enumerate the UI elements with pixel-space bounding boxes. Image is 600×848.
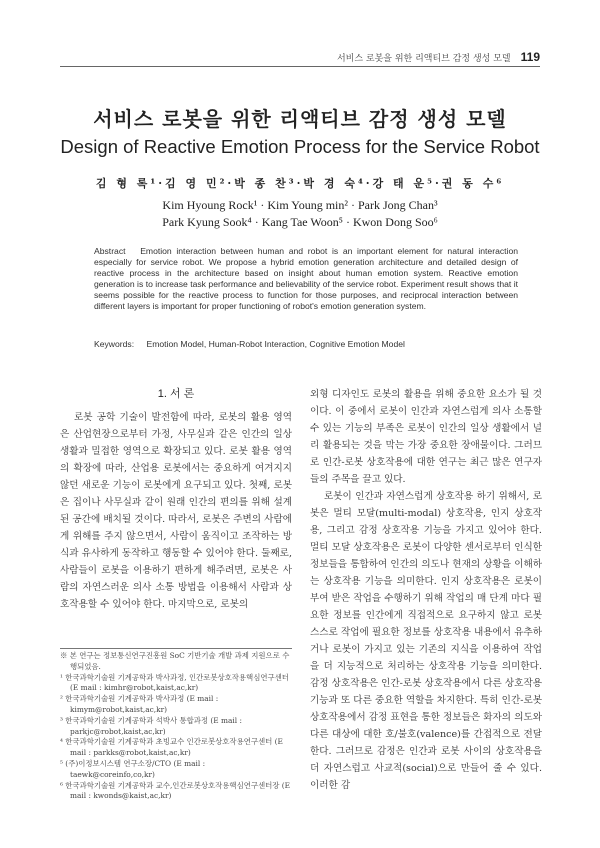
section-title: 1. 서 론 [157, 388, 195, 400]
body-paragraph: 로봇이 인간과 자연스럽게 상호작용 하기 위해서, 로봇은 멀티 모달(multi-modal) 상호작용, 인지 상호작용, 그리고 감정 상호작용 기능을 가지고 있어야 한다. 멀티 모달 상호작용은 로봇이 다양한 센서로부터 인식한 정보들을 통합하여 인간의 의도나 현재의 상황을 이해하는 상호작용 기능을 의미한다. 인지 상호작용은 로봇이 부여 받은 작업을 수행하기 위해 작업의 매 단계 마다 필요한 정보를 인간에게 직접적으로 요구하지 않고 로봇 스스로 작업에 필요한 정보를 상호작용 내용에서 유추하거나 로봇이 가지고 있는 기존의 지식을 이용하여 작업을 더 지능적으로 처리하는 상호작용 기능을 의미한다. 감정 상호작용은 인간-로봇 상호작용에서 다른 상호작용 기능과 또 다른 중요한 역할을 차지한다. 특히 인간-로봇 상호작용에서 감정 표현을 통한 정보들은 화자의 의도와 다른 대상에 대한 호/불호(valence)를 간접적으로 전달한다. 그러므로 감정은 인간과 로봇 사이의 상호작용을 더 자연스럽고 사교적(social)으로 만들어 줄 수 있다. 이러한 감 [310, 491, 542, 791]
keywords-text: Emotion Model, Human-Robot Interaction, Cognitive Emotion Model [146, 339, 405, 349]
footnote: ⁵ (주)이정보시스템 연구소장/CTO (E mail : taewk@coreinfo,co,kr) [60, 758, 206, 779]
authors-english-line-2: Park Kyung Sook⁴ · Kang Tae Woon⁵ · Kwon Dong Soo⁶ [162, 215, 438, 229]
authors-english-line-1: Kim Hyoung Rock¹ · Kim Young min² · Park Jong Chan³ [162, 198, 438, 212]
running-header [60, 44, 540, 64]
title-korean: 서비스 로봇을 위한 리액티브 감정 생성 모델 [93, 107, 507, 131]
title-english: Design of Reactive Emotion Process for the Service Robot [60, 136, 540, 157]
right-column [310, 386, 542, 794]
abstract-text: Emotion interaction between human and robot is an important element for natural interaction especially for service robot. We propose a hybrid emotion generation architecture and detailed design of reactive process in the architecture based on insight about human emotion system. Reactive emotion generation is to increase task performance and believability of the service robot. Experiment result shows that it seems possible for the reactive process to function for those purposes, and reciprocal interaction between different layers is important for proper functioning of robot's emotion generation system. [94, 246, 518, 311]
footnote-rule [60, 648, 292, 649]
keywords-label: Keywords: [94, 339, 135, 349]
running-title: 서비스 로봇을 위한 리액티브 감정 생성 모델 [336, 54, 511, 64]
footnote: ⁴ 한국과학기술원 기계공학과 초빙교수 인간로봇상호작용연구센터 (E mail : parkks@robot,kaist,ac,kr) [60, 737, 283, 758]
authors-english [0, 197, 600, 231]
footnote: ⁶ 한국과학기술원 기계공학과 교수,인간로봇상호작용핵심연구센터장 (E mail : kwonds@kaist,ac,kr) [60, 780, 291, 801]
left-column [60, 386, 292, 613]
footnote: ※ 본 연구는 정보통신연구진흥원 SoC 기반기술 개발 과제 지원으로 수행되었음. [60, 651, 290, 671]
body-paragraph: 외형 디자인도 로봇의 활용을 위해 중요한 요소가 될 것이다. 이 중에서 로봇이 인간과 자연스럽게 의사 소통할 수 있는 기능의 부족은 로봇이 인간의 일상 생활에서 널리 활용되는 것을 막는 가장 중요한 장애물이다. 그러므로 인간-로봇 상호작용에 대한 연구는 최근 많은 연구자들의 주목을 끌고 있다. [310, 389, 542, 485]
keywords [94, 339, 518, 349]
page-number: 119 [520, 50, 540, 64]
footnote: ³ 한국과학기술원 기계공학과 석박사 통합과정 (E mail : parkjc@robot,kaist,ac,kr) [60, 715, 242, 736]
footnote: ² 한국과학기술원 기계공학과 박사과정 (E mail : kimym@robot,kaist,ac,kr) [60, 694, 219, 714]
abstract [94, 246, 518, 312]
footnotes [60, 651, 292, 802]
header-rule [60, 66, 540, 67]
footnote: ¹ 한국과학기술원 기계공학과 박사과정, 인간로봇상호작용핵심연구센터 (E mail : kimhr@robot,kaist,ac,kr) [60, 672, 289, 693]
authors-korean: 김 형 록¹·김 영 민²·박 종 찬³·박 경 숙⁴·강 태 운⁵·권 동 수⁶ [95, 177, 505, 190]
abstract-label: Abstract [94, 246, 126, 256]
body-paragraph: 로봇 공학 기술이 발전함에 따라, 로봇의 활용 영역은 산업현장으로부터 가정, 사무실과 같은 인간의 일상생활과 밀접한 영역으로 확장되고 있다. 로봇 활용 영역의 확장에 따라, 산업용 로봇에서는 중요하게 여겨지지 않던 새로운 기능이 로봇에게 요구되고 있다. 첫째, 로봇은 집이나 사무실과 같이 원래 인간의 편의를 위해 설계된 공간에 배치될 것이다. 따라서, 로봇은 주변의 사람에게 위해를 주지 않으면서, 사람이 움직이고 조작하는 방식과 유사하게 동작하고 행동할 수 있어야 한다. 둘째로, 사람들이 로봇을 이용하기 편하게 해주려면, 로봇은 사람의 자연스러운 의사 소통 방법을 이용해서 사람과 상호작용할 수 있어야 한다. 마지막으로, 로봇의 [60, 412, 292, 610]
